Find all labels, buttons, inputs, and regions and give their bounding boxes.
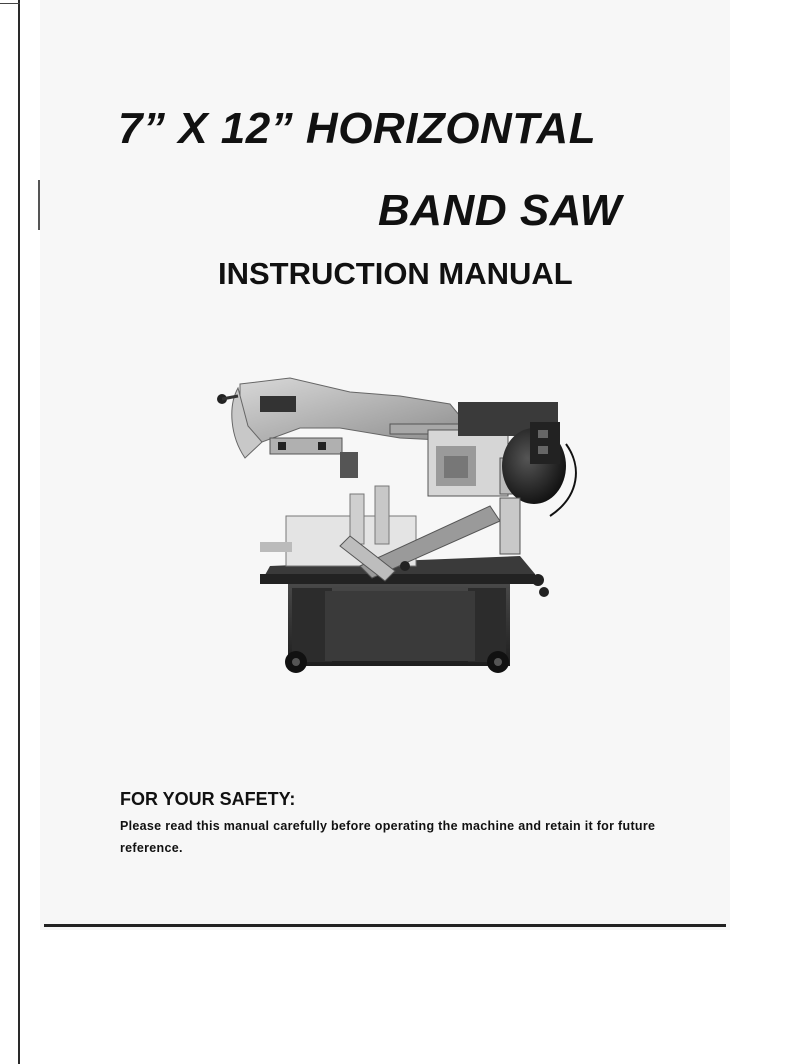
safety-heading: FOR YOUR SAFETY: [120,789,296,809]
manual-subtitle: INSTRUCTION MANUAL [218,256,573,291]
scan-edge-top [0,3,20,4]
safety-body: Please read this manual carefully before operating the machine and retain it for future reference. [120,819,656,855]
scan-smudge [38,180,40,230]
bottom-rule [44,924,726,927]
title-line-2: BAND SAW [378,186,622,235]
band-saw-photo [200,366,600,686]
scan-edge-left [18,0,20,1064]
title-line-1: 7” X 12” HORIZONTAL [118,104,597,153]
